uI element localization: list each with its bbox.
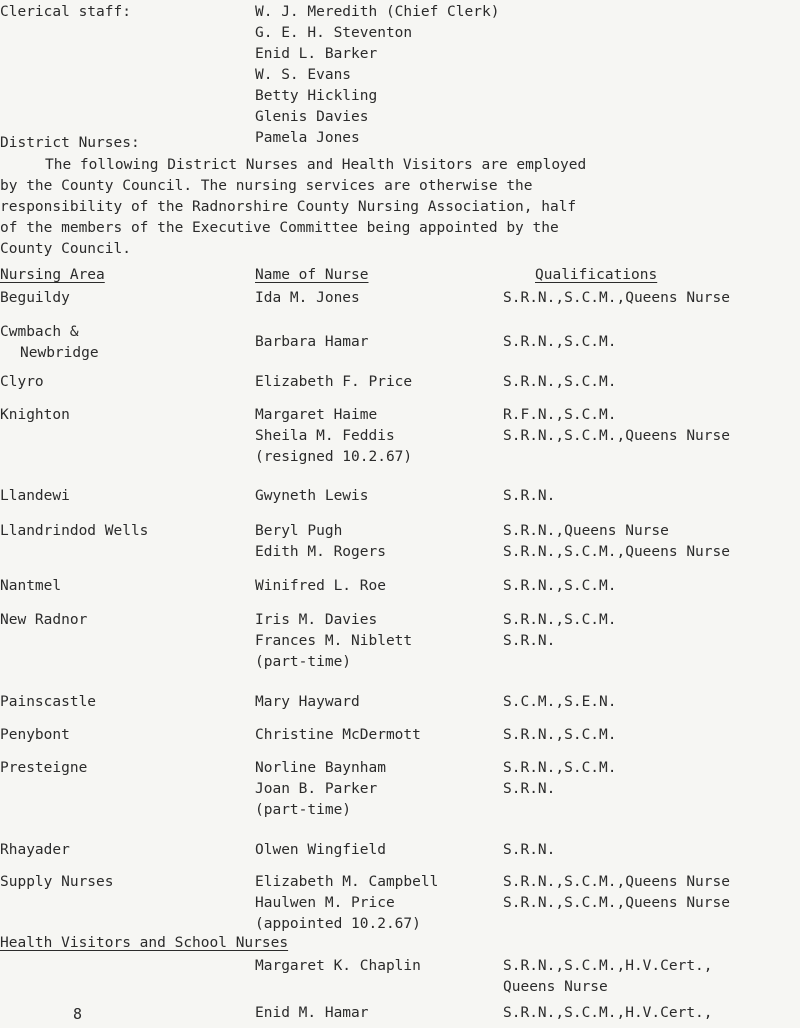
qualification: S.R.N.,S.C.M.,H.V.Cert., [503,1005,713,1021]
qualification: S.R.N.,S.C.M. [503,727,617,743]
nurse-name: Margaret K. Chaplin [255,958,421,974]
nurse-name: Frances M. Niblett [255,633,413,649]
qualifications [503,872,730,914]
qualifications [503,405,730,447]
intro-line: County Council. [0,241,131,257]
clerical-names-list [255,2,499,149]
nurse-name: Mary Hayward [255,694,360,710]
qualification: S.R.N.,S.C.M.,Queens Nurse [503,544,730,560]
nursing-area: Nantmel [0,578,62,594]
nursing-area: Llandrindod Wells [0,523,149,539]
qualification: S.R.N.,S.C.M.,Queens Nurse [503,895,730,911]
qualification: S.R.N.,S.C.M. [503,578,617,594]
nursing-area-line: Cwmbach & [0,324,79,340]
nursing-area: Clyro [0,374,44,390]
nurse-name: Margaret Haime [255,407,378,423]
nurse-name: Barbara Hamar [255,334,369,350]
clerical-name: Enid L. Barker [255,46,378,62]
clerical-label: Clerical staff: [0,4,131,20]
qualification: Queens Nurse [503,979,608,995]
page-number: 8 [73,1005,83,1023]
nurse-name: Olwen Wingfield [255,842,386,858]
qualification: S.R.N.,Queens Nurse [503,523,669,539]
nurse-name: Enid M. Hamar [255,1005,369,1021]
intro-line: by the County Council. The nursing services are otherwise the [0,178,533,194]
nurse-name: Elizabeth M. Campbell [255,874,439,890]
qualification: S.R.N.,S.C.M.,Queens Nurse [503,290,730,306]
health-visitors-header: Health Visitors and School Nurses [0,935,289,951]
qualification: S.R.N. [503,781,556,797]
nurse-names [255,758,386,821]
qualification: S.R.N.,S.C.M.,H.V.Cert., [503,958,713,974]
qualifications [503,758,617,800]
header-nursing-area: Nursing Area [0,267,105,283]
nursing-area [0,322,99,364]
qualification: S.R.N. [503,842,556,858]
qualification: S.C.M.,S.E.N. [503,694,617,710]
nurse-name: Iris M. Davies [255,612,378,628]
nurse-name: Ida M. Jones [255,290,360,306]
nurse-name: Sheila M. Feddis [255,428,395,444]
nursing-area: Rhayader [0,842,70,858]
intro-line: of the members of the Executive Committee being appointed by the [0,220,559,236]
nurse-name: Haulwen M. Price [255,895,395,911]
nurse-names [255,521,386,563]
intro-paragraph [0,155,800,260]
nurse-names [255,610,412,673]
nursing-area: New Radnor [0,612,88,628]
nurse-note: (resigned 10.2.67) [255,449,413,465]
header-qualifications: Qualifications [535,267,658,283]
qualification: S.R.N.,S.C.M.,Queens Nurse [503,428,730,444]
intro-line: responsibility of the Radnorshire County Nursing Association, half [0,199,577,215]
qualification: S.R.N.,S.C.M. [503,334,617,350]
qualification: S.R.N.,S.C.M. [503,760,617,776]
nurse-note: (appointed 10.2.67) [255,916,421,932]
header-name-of-nurse: Name of Nurse [255,267,369,283]
nurse-names [255,872,438,935]
nursing-area: Presteigne [0,760,88,776]
nurse-name: Winifred L. Roe [255,578,386,594]
qualification: S.R.N.,S.C.M. [503,612,617,628]
qualification: S.R.N.,S.C.M. [503,374,617,390]
qualification: S.R.N.,S.C.M.,Queens Nurse [503,874,730,890]
nurse-names [255,405,412,468]
nurse-name: Christine McDermott [255,727,421,743]
clerical-name: W. J. Meredith (Chief Clerk) [255,4,500,20]
nurse-name: Beryl Pugh [255,523,343,539]
nursing-area-line: Newbridge [20,345,99,361]
nurse-name: Elizabeth F. Price [255,374,413,390]
nursing-area: Painscastle [0,694,97,710]
clerical-name: W. S. Evans [255,67,352,83]
nurse-note: (part-time) [255,654,352,670]
qualifications [503,956,713,998]
intro-line: The following District Nurses and Health Visitors are employed [45,157,587,173]
district-nurses-label: District Nurses: [0,135,140,151]
clerical-name: Pamela Jones [255,130,360,146]
qualifications [503,610,617,652]
nurse-name: Edith M. Rogers [255,544,386,560]
qualifications [503,1003,713,1024]
nursing-area: Knighton [0,407,70,423]
qualification: S.R.N. [503,488,556,504]
nurse-name: Norline Baynham [255,760,386,776]
qualification: S.R.N. [503,633,556,649]
nursing-area: Penybont [0,727,70,743]
nurse-name: Joan B. Parker [255,781,378,797]
qualifications [503,521,730,563]
nurse-note: (part-time) [255,802,352,818]
nursing-area: Beguildy [0,290,70,306]
clerical-name: G. E. H. Steventon [255,25,413,41]
nursing-area: Llandewi [0,488,70,504]
nurse-name: Gwyneth Lewis [255,488,369,504]
clerical-name: Glenis Davies [255,109,369,125]
nursing-area: Supply Nurses [0,874,114,890]
qualification: R.F.N.,S.C.M. [503,407,617,423]
clerical-name: Betty Hickling [255,88,378,104]
